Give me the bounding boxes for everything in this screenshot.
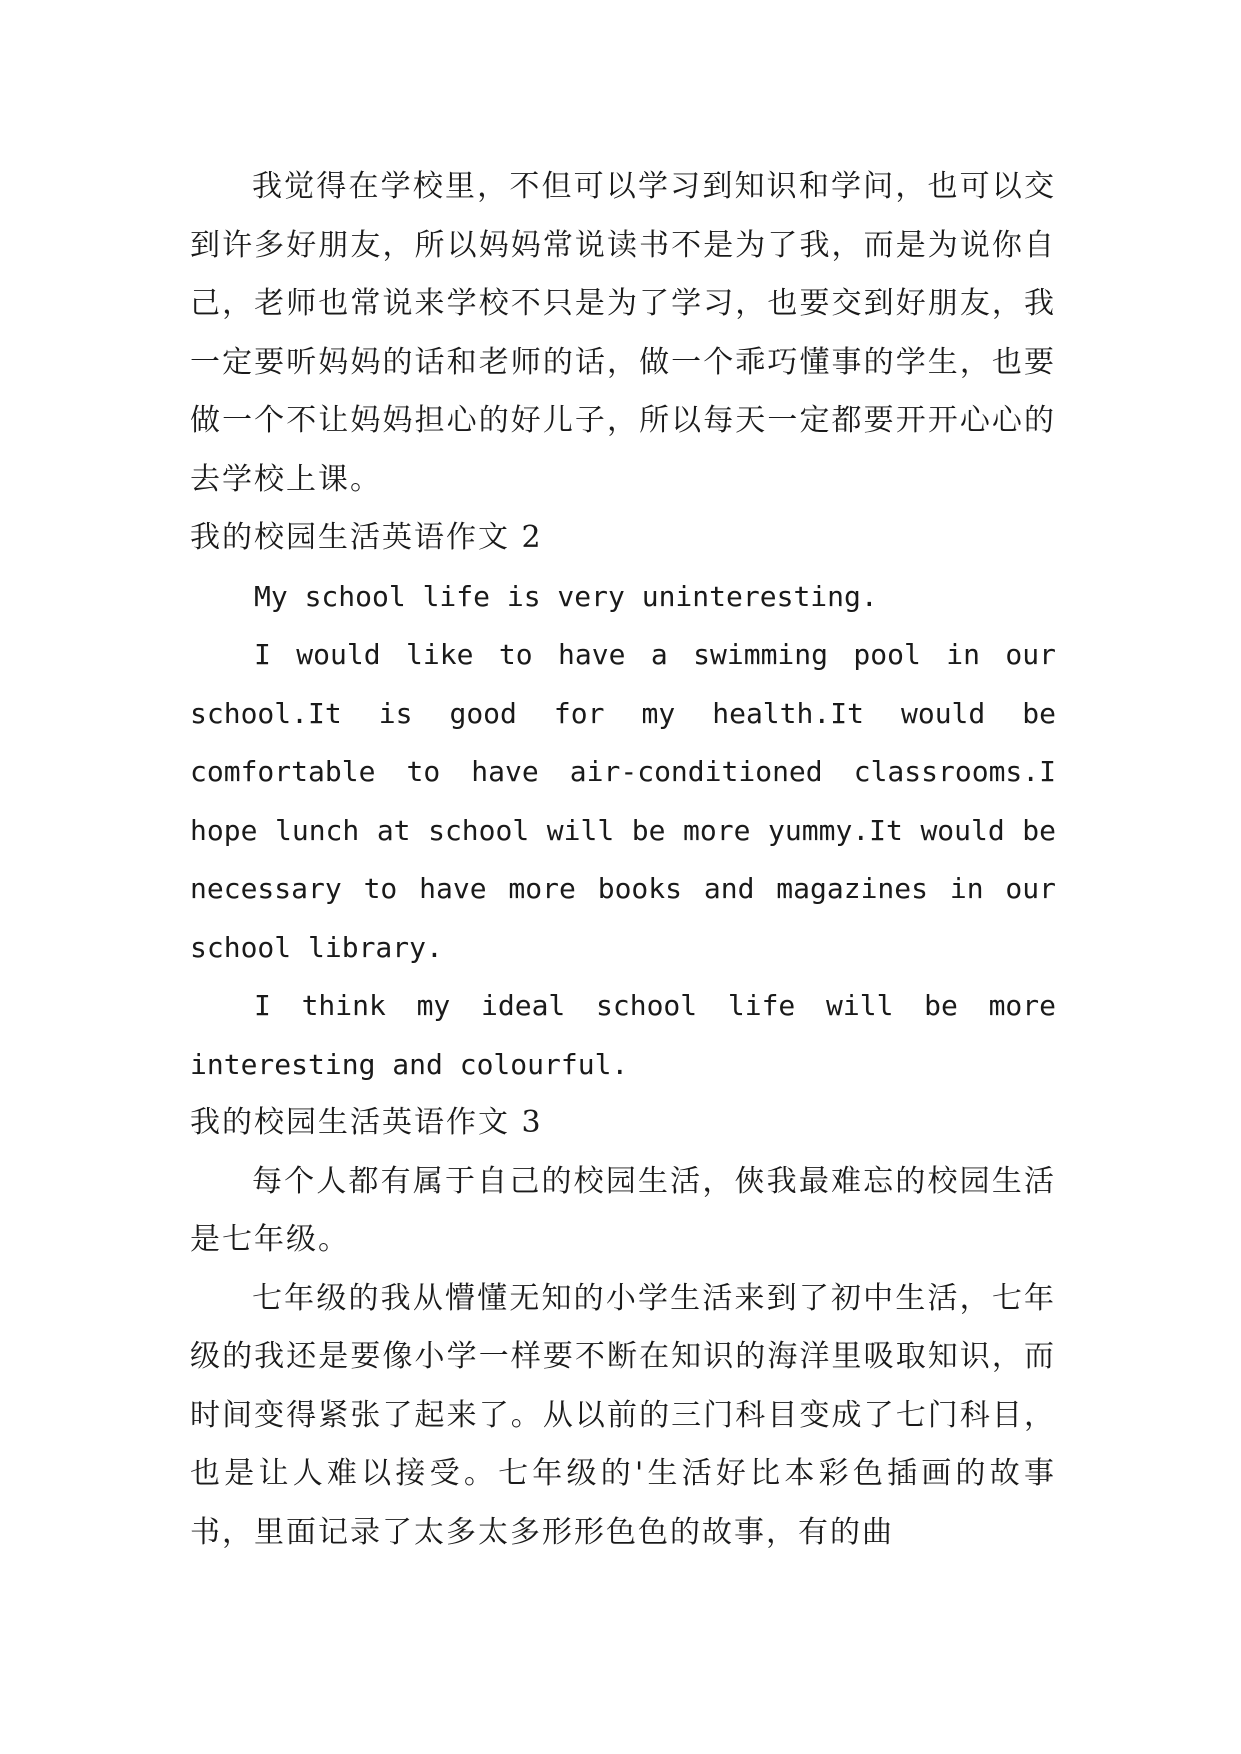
- english-paragraph-2: I would like to have a swimming pool in our school.It is good for my health.It would be comfortable to have air-conditioned classrooms.I hope lunch at school will be more yummy.It would be necessary to have more books and magazines in our school library.: [190, 638, 1056, 964]
- english-paragraph-1: My school life is very uninteresting.: [254, 579, 878, 613]
- section-heading-3: 我的校园生活英语作文 3: [190, 1105, 543, 1140]
- paragraph-school-friends: 我觉得在学校里，不但可以学习到知识和学问，也可以交到许多好朋友，所以妈妈常说读书不是为了我，而是为说你自己，老师也常说来学校不只是为了学习，也要交到好朋友，我一定要听妈妈的话和老师的话，做一个乖巧懂事的学生，也要做一个不让妈妈担心的好儿子，所以每天一定都要开开心心的去学校上课。: [190, 169, 1056, 497]
- paragraph-grade-seven-story: 七年级的我从懵懂无知的小学生活来到了初中生活，七年级的我还是要像小学一样要不断在知识的海洋里吸取知识，而时间变得紧张了起来了。从以前的三门科目变成了七门科目，也是让人难以接受。七年级的'生活好比本彩色插画的故事书，里面记录了太多太多形形色色的故事，有的曲: [190, 1280, 1056, 1550]
- section-heading-2: 我的校园生活英语作文 2: [190, 520, 543, 555]
- document-page: [190, 158, 1056, 1562]
- english-paragraph-3: I think my ideal school life will be more interesting and colourful.: [190, 989, 1056, 1081]
- paragraph-grade-seven-intro: 每个人都有属于自己的校园生活，俠我最难忘的校园生活是七年级。: [190, 1163, 1056, 1257]
